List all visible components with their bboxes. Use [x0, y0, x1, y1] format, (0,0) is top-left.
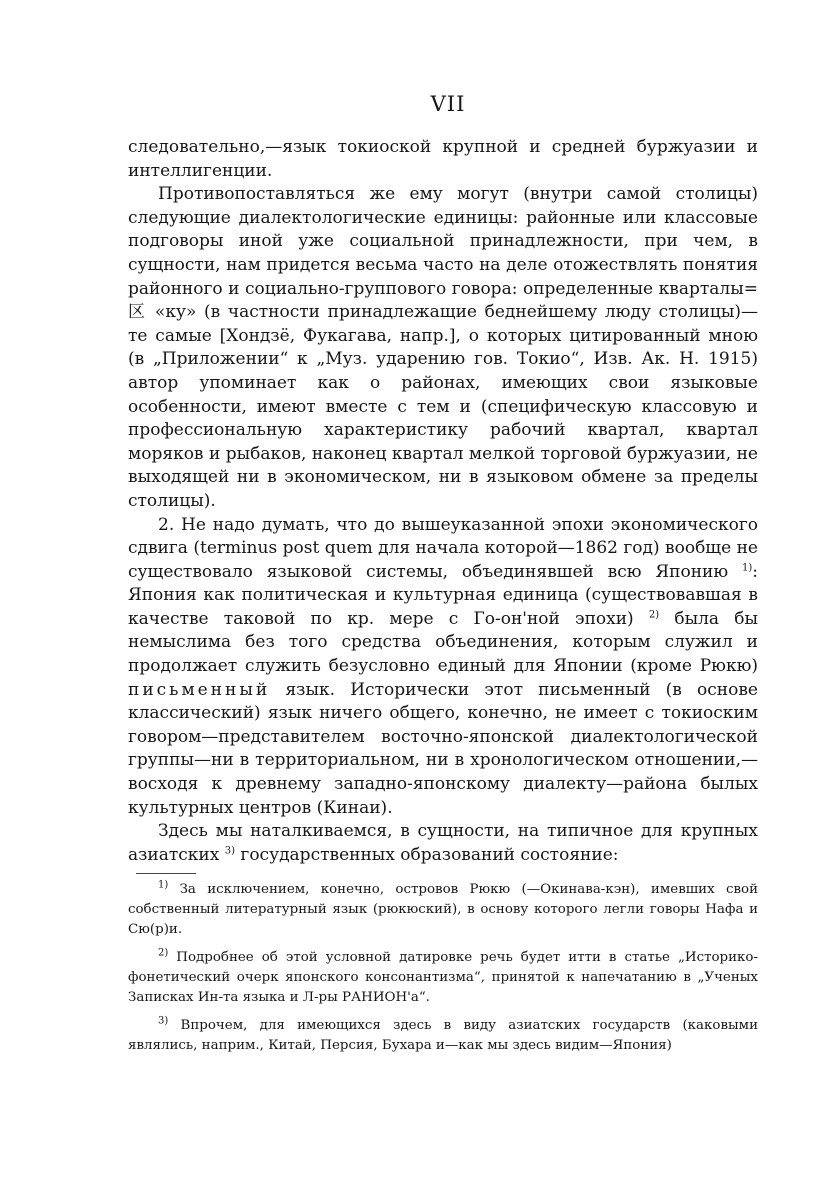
- footnote-1: [128, 880, 758, 940]
- paragraph-asian-states: [128, 820, 758, 867]
- paragraph-text: Противопоставляться же ему могут (внутри самой столицы) следующие диалектологические единицы: районные или классовые подговоры иной уже социальной принадлежности, при чем, в сущности, нам придется весьма часто на деле отожествлять понятия районного и социально-группового говора: определенные кварталы=区 «ку» (в частности принадлежащие беднейшему люду столицы)— те самые [Хондзё, Фукагава, напр.], о которых цитированный мною (в „Приложении“ к „Муз. ударению гов. Токио“, Изв. Ак. Н. 1915) автор упоминает как о районах, имеющих свои языковые особенности, имеют вместе с тем и (специфическую классовую и профессиональную характеристику рабочий квартал, квартал моряков и рыбаков, наконец квартал мелкой торговой буржуазии, не выходящей ни в экономическом, ни в языковом обмене за пределы столицы).: [128, 184, 758, 511]
- paragraph-text: была бы немыслима без того средства объединения, которым служил и продолжает служить безусловно единый для Японии (кроме Рюкю): [128, 608, 758, 677]
- paragraph-text: следовательно,—язык токиоской крупной и средней буржуазии и интеллигенции.: [128, 137, 758, 181]
- footnote-divider: [136, 873, 196, 874]
- footnote-mark: 1): [158, 879, 169, 891]
- paragraph-text: государственных образований состояние:: [235, 844, 619, 865]
- footnote-mark: 2): [158, 947, 169, 959]
- footnote-ref: 1): [742, 562, 753, 574]
- paragraph-continuation: [128, 136, 758, 183]
- emphasized-word: письменный: [128, 679, 271, 700]
- paragraph-text: Здесь мы наталкиваемся, в сущности, на типичное для крупных азиатских: [128, 821, 758, 865]
- footnote-text: Подробнее об этой условной датировке речь будет итти в статье „Историко-фонетический очерк японского консонантизма“, принятой к напечатанию в „Ученых Записках Ин-та языка и Л-ры РАНИОН'а“.: [128, 950, 758, 1006]
- paragraph-text: язык. Исторически этот письменный (в основе классический) язык ничего общего, конечно, не имеет с токиоским говором—представителем восточно-японской диалектологической группы—ни в территориальном, ни в хронологическом отношении,—восходя к древнему западно-японскому диалекту—района былых культурных центров (Кинаи).: [128, 679, 758, 818]
- paragraph-text: 2. Не надо думать, что до вышеуказанной эпохи экономического сдвига (terminus post quem для начала которой—1862 год) вообще не существовало языковой системы, объединявшей всю Японию: [128, 514, 758, 582]
- footnote-ref: 2): [648, 609, 660, 621]
- paragraph-section-2: [128, 514, 758, 821]
- page-number: VII: [430, 92, 466, 116]
- paragraph-text: : Япония как политическая и культурная единица (существовавшая в качестве таковой по кр. мере с Го-он'ной эпохи): [128, 561, 758, 629]
- page: [128, 92, 758, 1064]
- footnote-3: [128, 1016, 758, 1056]
- paragraph-dialects: [128, 183, 758, 513]
- footnote-text: За исключением, конечно, островов Рюкю (—Окинава-кэн), имевших свой собственный литературный язык (рюкюский), в основу которого легли говоры Нафа и Сю(р)и.: [128, 882, 758, 938]
- footnote-mark: 3): [158, 1015, 169, 1027]
- footnote-text: Впрочем, для имеющихся здесь в виду азиатских государств (каковыми являлись, наприм., Китай, Персия, Бухара и—как мы здесь видим—Япония): [128, 1018, 758, 1054]
- footnote-ref: 3): [224, 845, 236, 857]
- footnote-2: [128, 948, 758, 1008]
